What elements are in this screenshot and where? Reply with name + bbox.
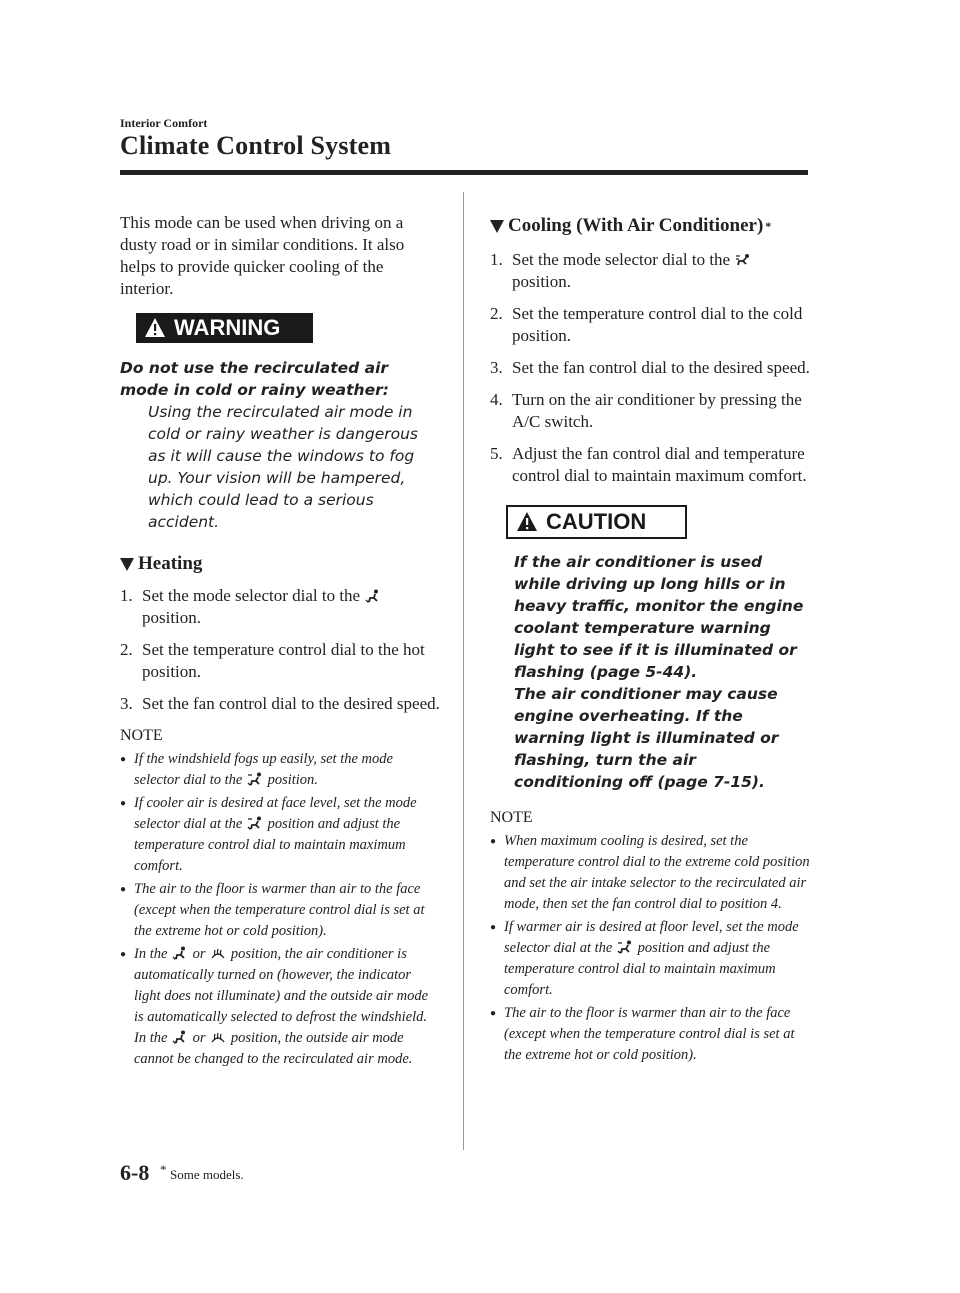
title-rule [120,170,808,175]
note-text: The air to the floor is warmer than air to the face (except when the temperature control dial is set at the extreme hot or cold position). [504,1005,795,1063]
defrost-mode-icon [210,1030,226,1044]
caution-label: CAUTION [546,509,647,534]
page-number: 6-8 [120,1160,150,1185]
note-text: The air to the floor is warmer than air to the face (except when the temperature control dial is set at the extreme hot or cold position). [134,881,425,939]
list-item [490,249,810,293]
step-text: Set the temperature control dial to the hot position. [142,640,425,681]
note-text-part: In the [134,1030,168,1046]
step-number: 2. [490,304,503,323]
warning-triangle-icon [144,317,166,339]
note-text-part: If the windshield fogs up easily, set the mode selector dial to the [134,751,393,788]
step-text-after: position. [512,272,572,291]
note-text [134,944,440,1070]
step-text-before: Set the mode selector dial to the [142,586,361,605]
cooling-steps [490,249,810,487]
note-text: When maximum cooling is desired, set the temperature control dial to the extreme cold position and set the air intake selector to the recirculated air mode, then set the fan control dial to position 4. [504,833,810,912]
list-item [490,443,810,487]
section-marker-icon [490,220,504,233]
heating-steps [120,585,440,715]
step-text: Set the fan control dial to the desired speed. [512,358,810,377]
note-text-part: or [192,946,206,962]
section-label: Interior Comfort [120,116,208,130]
section-marker-icon [120,558,134,571]
note-label: NOTE [490,809,533,826]
note-text [504,917,810,1001]
footnote-text: Some models. [170,1167,244,1182]
step-number: 4. [490,390,503,409]
step-text: Set the temperature control dial to the cold position. [512,304,803,345]
step-text [142,585,440,629]
list-item [490,303,810,347]
list-item [120,793,440,877]
bullet-icon: ● [490,1008,497,1019]
footnote-star: * [160,1162,167,1177]
defrost-mode-icon [210,946,226,960]
note-text-part: position, the air conditioner is automatically turned on (however, the indicator light does not illuminate) and the outside air mode is automatically selected to defrost the windshield. [134,946,429,1025]
bullet-icon: ● [120,884,127,895]
warning-badge [136,313,313,343]
bilevel-mode-icon [247,772,263,786]
list-item [490,1003,810,1066]
heating-heading-text: Heating [138,553,203,574]
caution-body-1: If the air conditioner is used while driving up long hills or in heavy traffic, monitor the engine coolant temperature warning light to see if it is illuminated or flashing (page 5-44). [514,553,804,681]
step-text: Turn on the air conditioner by pressing the A/C switch. [512,390,802,431]
note-text-part: position. [267,772,318,788]
list-item [490,917,810,1001]
list-item [490,831,810,915]
step-number: 1. [490,250,503,269]
step-text-before: Set the mode selector dial to the [512,250,731,269]
cooling-heading-text: Cooling (With Air Conditioner) [508,215,764,236]
note-text-part: If warmer air is desired at floor level, set the mode selector dial at the [504,919,799,956]
floor-defrost-mode-icon [172,1030,188,1044]
bullet-icon: ● [490,836,497,847]
caution-body-2: The air conditioner may cause engine overheating. If the warning light is illuminated or flashing, turn the air conditioning off (page 7-15). [514,685,779,791]
warning-body: Using the recirculated air mode in cold or rainy weather is dangerous as it will cause the windows to fog up. Your vision will be hampered, which could lead to a serious accident. [148,403,419,531]
step-number: 3. [490,358,503,377]
bullet-icon: ● [120,949,127,960]
note-text-part: position and adjust the temperature control dial to maintain maximum comfort. [504,940,776,998]
step-text-after: position. [142,608,202,627]
bullet-icon: ● [120,798,127,809]
warning-heading: Do not use the recirculated air mode in cold or rainy weather: [120,359,389,399]
caution-triangle-icon [516,511,538,533]
note-text-part: position, the outside air mode cannot be changed to the recirculated air mode. [134,1030,413,1067]
step-number: 1. [120,586,133,605]
step-text: Adjust the fan control dial and temperature control dial to maintain maximum comfort. [512,444,807,485]
bilevel-mode-icon [247,816,263,830]
left-column [120,212,440,1070]
heating-notes [120,749,440,1070]
note-text [134,749,440,791]
warning-label: WARNING [174,315,281,340]
some-models-star: * [765,219,772,233]
list-item [120,879,440,942]
step-number: 3. [120,694,133,713]
step-number: 2. [120,640,133,659]
floor-mode-icon [365,589,381,603]
bullet-icon: ● [490,922,497,933]
step-text: Set the fan control dial to the desired speed. [142,694,440,713]
intro-paragraph: This mode can be used when driving on a dusty road or in similar conditions. It also helps to provide quicker cooling of the interior. [120,213,405,298]
step-text [512,249,810,293]
list-item [120,749,440,791]
face-mode-icon [735,253,751,267]
list-item [490,357,810,379]
list-item [120,944,440,1070]
cooling-notes [490,831,810,1066]
page-title: Climate Control System [120,131,392,160]
cooling-heading [490,215,810,237]
note-text-part: If cooler air is desired at face level, set the mode selector dial at the [134,795,417,832]
note-label: NOTE [120,727,163,744]
note-text-part: position and adjust the temperature control dial to maintain maximum comfort. [134,816,406,874]
note-text-part: or [192,1030,206,1046]
heating-heading [120,553,440,575]
note-text [134,793,440,877]
bilevel-mode-icon [617,940,633,954]
list-item [120,639,440,683]
list-item [120,693,440,715]
bullet-icon: ● [120,754,127,765]
column-divider [463,192,464,1150]
list-item [120,585,440,629]
list-item [490,389,810,433]
note-text-part: In the [134,946,168,962]
caution-badge [506,505,687,539]
right-column [490,215,810,1066]
step-number: 5. [490,444,503,463]
floor-defrost-mode-icon [172,946,188,960]
